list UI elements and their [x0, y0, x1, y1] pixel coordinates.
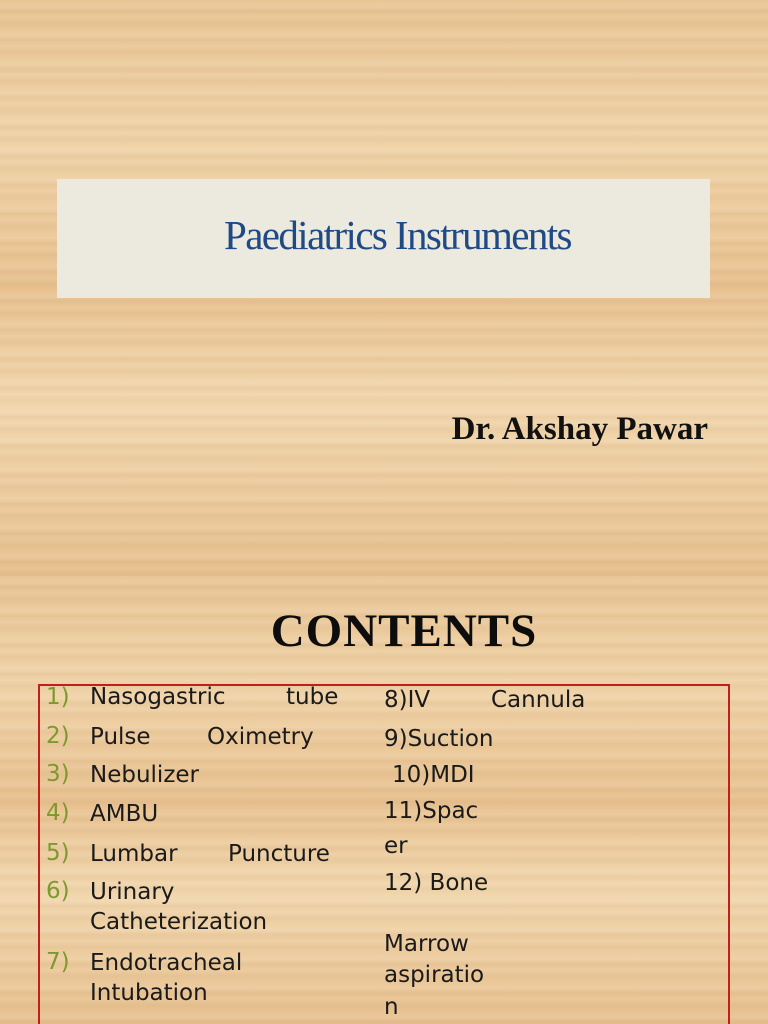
- list-item-text: n: [384, 994, 399, 1020]
- list-item-text: 10)MDI: [392, 762, 475, 788]
- list-item-text: Marrow: [384, 931, 469, 957]
- list-item-text: Intubation: [90, 980, 208, 1006]
- list-number: 4): [46, 800, 70, 826]
- list-number: 1): [46, 684, 70, 710]
- list-item-text: Urinary: [90, 879, 175, 905]
- list-item-text: 11)Spac: [384, 798, 479, 824]
- list-item-text: 8)IV: [384, 687, 431, 713]
- list-number: 6): [46, 878, 70, 904]
- list-item-text: 9)Suction: [384, 726, 494, 752]
- contents-heading: CONTENTS: [270, 605, 538, 657]
- list-item-text: AMBU: [90, 801, 159, 827]
- list-item-text: Nasogastric: [90, 684, 226, 710]
- list-item-text: Oximetry: [207, 724, 314, 750]
- list-item-text: Cannula: [491, 687, 586, 713]
- contents-slide: [0, 576, 768, 1024]
- list-item-text: aspiratio: [384, 962, 485, 988]
- list-item-text: er: [384, 833, 408, 859]
- list-item-text: tube: [286, 684, 339, 710]
- list-number: 7): [46, 949, 70, 975]
- list-number: 3): [46, 761, 70, 787]
- list-item-text: Puncture: [228, 841, 330, 867]
- slide-title: Paediatrics Instruments: [224, 212, 571, 258]
- list-number: 2): [46, 723, 70, 749]
- list-item-text: Pulse: [90, 724, 151, 750]
- list-item-text: Lumbar: [90, 841, 178, 867]
- list-item-text: Endotracheal: [90, 950, 243, 976]
- list-item-text: Catheterization: [90, 909, 268, 935]
- author-name: Dr. Akshay Pawar: [451, 411, 708, 447]
- list-item-text: Nebulizer: [90, 762, 199, 788]
- list-item-text: 12) Bone: [384, 870, 489, 896]
- list-number: 5): [46, 840, 70, 866]
